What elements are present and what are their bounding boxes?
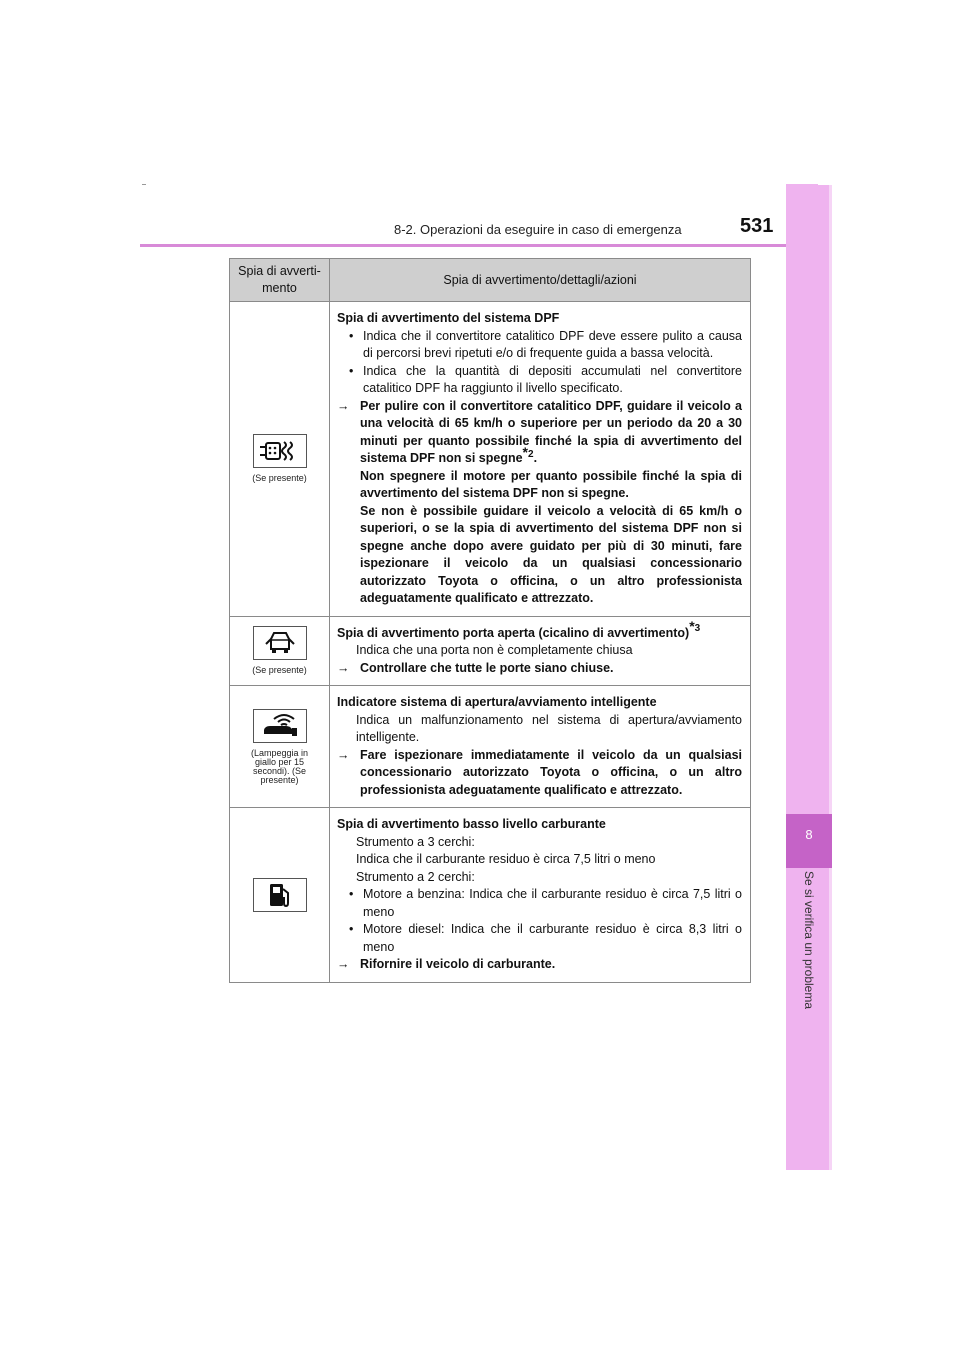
table-row-low-fuel	[230, 808, 751, 983]
fuel-pump-icon	[253, 878, 307, 912]
chapter-title: Se si verifica un problema	[802, 870, 816, 1010]
row-line: Strumento a 3 cerchi:	[356, 834, 475, 849]
table-row-smart-entry	[230, 686, 751, 808]
row-title: Indicatore sistema di apertura/avviamento intelligente	[337, 695, 657, 709]
action-text: → Per pulire con il convertitore catalitico DPF, guidare il veicolo a una velocità di 65 km/h o superiore per un periodo da 20 a 30 minuti per quanto possibile finché la spia di avvertimento del sistema DPF non si spegne$^{*2}$.	[337, 398, 742, 465]
action-text: → Fare ispezionare immediatamente il veicolo da un qualsiasi concessionario autorizzato Toyota o officina, o un altro professionista adeguatamente qualificato e attrezzato.	[337, 747, 742, 797]
icon-note: (Lampeggia in giallo per 15 secondi). (Se presente)	[250, 747, 309, 785]
col-header-details: Spia di avvertimento/dettagli/azioni	[330, 259, 751, 302]
table-row-dpf	[230, 302, 751, 617]
col-header-warning-light: Spia di avverti- mento	[230, 259, 330, 302]
list-item: • Indica che la quantità di depositi accumulati nel convertitore catalitico DPF ha raggiunto il livello specificato.	[337, 363, 742, 398]
row-line: Strumento a 2 cerchi:	[356, 869, 475, 884]
section-title: 8-2. Operazioni da eseguire in caso di emergenza	[394, 222, 682, 237]
warning-lights-table	[229, 258, 751, 983]
dpf-warning-icon	[253, 434, 307, 468]
chapter-side-tab-edge	[829, 184, 832, 1170]
header-rule	[140, 244, 832, 247]
row-line: Indica che il carburante residuo è circa 7,5 litri o meno	[356, 852, 656, 866]
icon-note: (Se presente)	[252, 473, 307, 484]
icon-note: (Se presente)	[252, 665, 307, 676]
row-title: Spia di avvertimento basso livello carburante	[337, 817, 606, 831]
list-item: • Indica che il convertitore catalitico DPF deve essere pulito a causa di percorsi brevi ripetuti e/o di frequente guida a bassa velocità.	[337, 328, 742, 363]
corner-mark	[142, 184, 146, 185]
action-text: → Rifornire il veicolo di carburante.	[337, 957, 556, 971]
action-note: Se non è possibile guidare il veicolo a velocità di 65 km/h o superiori, o se la spia di avvertimento del sistema DPF non si spegne anche dopo avere guidato per più di 30 minuti, fare ispezionare il veicolo da un qualsiasi concessionario autorizzato Toyota o officina, o un altro professionista adeguatamente qualificato e attrezzato.	[360, 503, 742, 605]
list-item: • Motore diesel: Indica che il carburante residuo è circa 8,3 litri o meno	[337, 921, 742, 956]
action-note: Non spegnere il motore per quanto possibile finché la spia di avvertimento del sistema DPF non si spegne.	[360, 468, 742, 500]
row-description: Indica un malfunzionamento nel sistema di apertura/avviamento intelligente.	[356, 712, 742, 744]
row-title: Spia di avvertimento porta aperta (cicalino di avvertimento)$^{*3}$	[337, 618, 701, 640]
row-description: Indica che una porta non è completamente chiusa	[356, 643, 633, 657]
row-title: Spia di avvertimento del sistema DPF	[337, 311, 560, 325]
table-row-door-open	[230, 616, 751, 686]
door-open-icon	[253, 626, 307, 660]
chapter-number: 8	[805, 827, 813, 842]
action-text: → Controllare che tutte le porte siano chiuse.	[337, 660, 614, 675]
page-number: 531	[740, 215, 774, 237]
list-item: • Motore a benzina: Indica che il carburante residuo è circa 7,5 litri o meno	[337, 886, 742, 921]
smart-key-icon	[253, 709, 307, 743]
chapter-side-tab	[786, 184, 832, 1170]
